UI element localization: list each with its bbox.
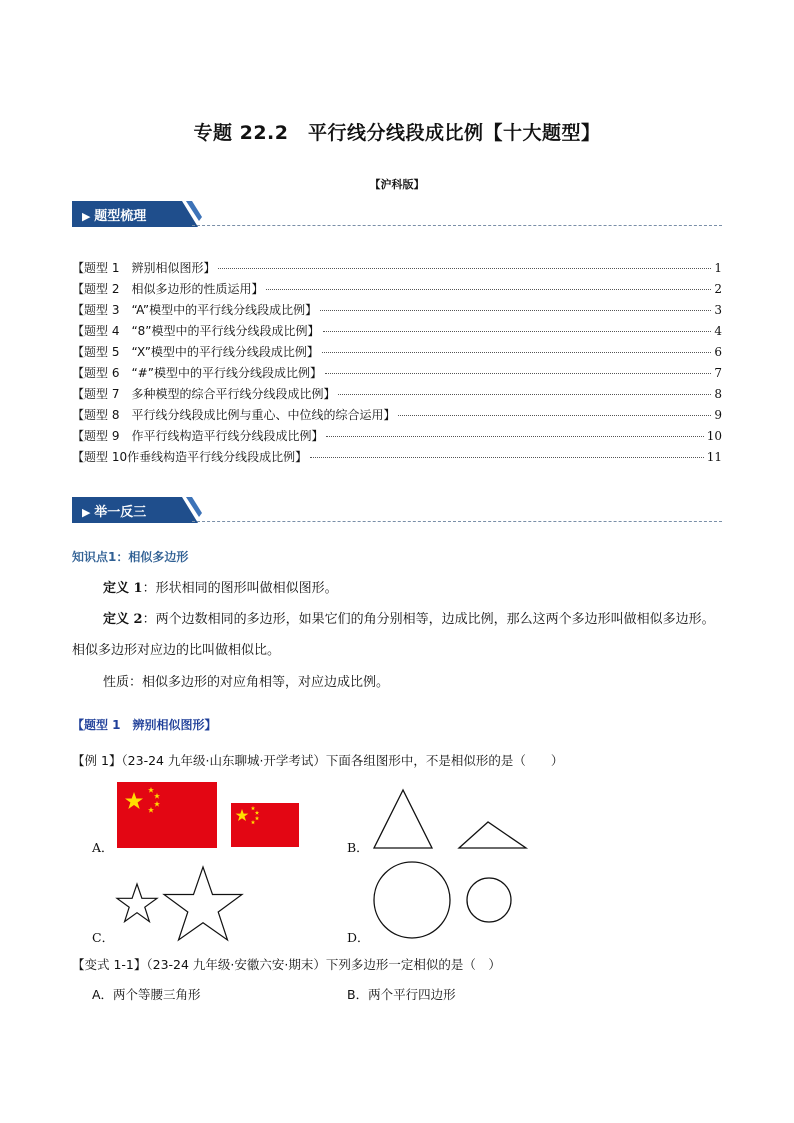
toc-dot-leader — [320, 310, 711, 311]
toc-row[interactable] — [72, 322, 722, 343]
definition-1 — [103, 573, 723, 604]
toc-type-number: 【题型 9 — [72, 429, 132, 443]
option-d-label[interactable]: D． — [347, 930, 370, 945]
toc-row[interactable] — [72, 301, 722, 322]
toc-page-number: 2 — [714, 282, 722, 296]
dashed-divider — [192, 225, 722, 226]
toc-dot-leader — [218, 268, 711, 269]
toc-page-number: 4 — [714, 324, 722, 338]
toc-dot-leader — [398, 415, 711, 416]
toc-type-number: 【题型 8 — [72, 408, 132, 422]
toc-type-number: 【题型 5 — [72, 345, 132, 359]
dashed-divider — [192, 521, 722, 522]
equilateral-triangle — [374, 790, 432, 848]
large-star — [164, 867, 242, 940]
play-icon: ▶ — [82, 210, 95, 223]
option-b-label[interactable]: B． — [347, 840, 369, 855]
variant-1-1-question: 【变式 1-1】（23-24 九年级·安徽六安·期末）下列多边形一定相似的是（ ） — [72, 957, 501, 972]
toc-dot-leader — [325, 373, 711, 374]
toc-dot-leader — [322, 352, 711, 353]
option-a-label[interactable]: A． — [92, 840, 114, 855]
toc-row[interactable] — [72, 343, 722, 364]
toc-dot-leader — [323, 331, 712, 332]
toc-type-title: 作平行线构造平行线分线段成比例】 — [131, 429, 324, 443]
toc-type-title: “8”模型中的平行线分线段成比例】 — [131, 324, 320, 338]
definition-2-text: ：两个边数相同的多边形，如果它们的角分别相等，边成比例，那么这两个多边形叫做相似多边形。相似多边形对应边的比叫做相似比。 — [72, 612, 715, 658]
toc-row[interactable] — [72, 385, 722, 406]
small-star — [117, 884, 157, 922]
toc-row[interactable] — [72, 364, 722, 385]
large-circle — [374, 862, 450, 938]
page-title: 专题 22.2 平行线分线段成比例【十大题型】 — [193, 122, 601, 144]
toc-dot-leader — [310, 457, 704, 458]
option-c-stars — [112, 862, 247, 944]
toc-dot-leader — [326, 436, 703, 437]
option-c-label[interactable]: C． — [92, 930, 115, 945]
toc-banner — [72, 201, 722, 227]
toc-type-number: 【题型 4 — [72, 324, 132, 338]
play-icon: ▶ — [82, 506, 95, 519]
toc-type-title: 相似多边形的性质运用】 — [131, 282, 264, 296]
option-b-triangles — [370, 786, 530, 852]
type-1-heading: 【题型 1 辨别相似图形】 — [72, 718, 217, 732]
toc-row[interactable] — [72, 259, 722, 280]
toc-type-number: 【题型 2 — [72, 282, 132, 296]
toc-row[interactable] — [72, 448, 722, 469]
toc-page-number: 3 — [714, 303, 722, 317]
toc-type-title: 多种模型的综合平行线分线段成比例】 — [131, 387, 336, 401]
toc-type-title: “X”模型中的平行线分线段成比例】 — [131, 345, 319, 359]
example-1-question: 【例 1】（23-24 九年级·山东聊城·开学考试）下面各组图形中，不是相似形的是（ ） — [72, 753, 564, 768]
toc-type-title: 辨别相似图形】 — [131, 261, 216, 275]
knowledge-point-heading: 知识点1：相似多边形 — [72, 550, 189, 564]
toc-type-number: 【题型 1 — [72, 261, 132, 275]
option-a-small-flag — [231, 803, 299, 847]
practice-banner-label: ▶ 举一反三 — [82, 505, 147, 520]
option-a-large-flag — [117, 782, 217, 848]
toc-page-number: 10 — [706, 429, 722, 443]
toc-type-number: 【题型 6 — [72, 366, 132, 380]
toc-page-number: 11 — [706, 450, 722, 464]
toc-dot-leader — [266, 289, 711, 290]
toc-page-number: 1 — [714, 261, 722, 275]
option-d-circles — [370, 858, 520, 948]
toc-page-number: 9 — [714, 408, 722, 422]
toc-dot-leader — [338, 394, 711, 395]
toc-type-title: “A”模型中的平行线分线段成比例】 — [131, 303, 318, 317]
table-of-contents — [72, 259, 722, 469]
toc-page-number: 7 — [714, 366, 722, 380]
toc-row[interactable] — [72, 427, 722, 448]
page-subtitle: 【沪科版】 — [369, 178, 425, 191]
toc-row[interactable] — [72, 280, 722, 301]
practice-banner — [72, 497, 722, 523]
variant-option-b[interactable]: B．两个平行四边形 — [347, 987, 456, 1002]
definition-1-label: 定义 1 — [103, 581, 143, 596]
toc-type-number: 【题型 3 — [72, 303, 132, 317]
definition-1-text: ：形状相同的图形叫做相似图形。 — [142, 581, 338, 596]
definition-2 — [72, 604, 724, 666]
toc-banner-label: ▶ 题型梳理 — [82, 209, 147, 224]
obtuse-triangle — [459, 822, 526, 848]
toc-type-number: 【题型 10 — [72, 450, 128, 464]
toc-type-title: “#”模型中的平行线分线段成比例】 — [131, 366, 322, 380]
toc-type-number: 【题型 7 — [72, 387, 132, 401]
definition-2-label: 定义 2 — [103, 612, 143, 627]
small-circle — [467, 878, 511, 922]
property-text: 性质：相似多边形的对应角相等，对应边成比例。 — [103, 675, 390, 690]
variant-option-a[interactable]: A．两个等腰三角形 — [92, 987, 201, 1002]
toc-type-title: 平行线分线段成比例与重心、中位线的综合运用】 — [131, 408, 396, 422]
toc-page-number: 6 — [714, 345, 722, 359]
toc-type-title: 作垂线构造平行线分线段成比例】 — [127, 450, 308, 464]
toc-row[interactable] — [72, 406, 722, 427]
toc-page-number: 8 — [714, 387, 722, 401]
